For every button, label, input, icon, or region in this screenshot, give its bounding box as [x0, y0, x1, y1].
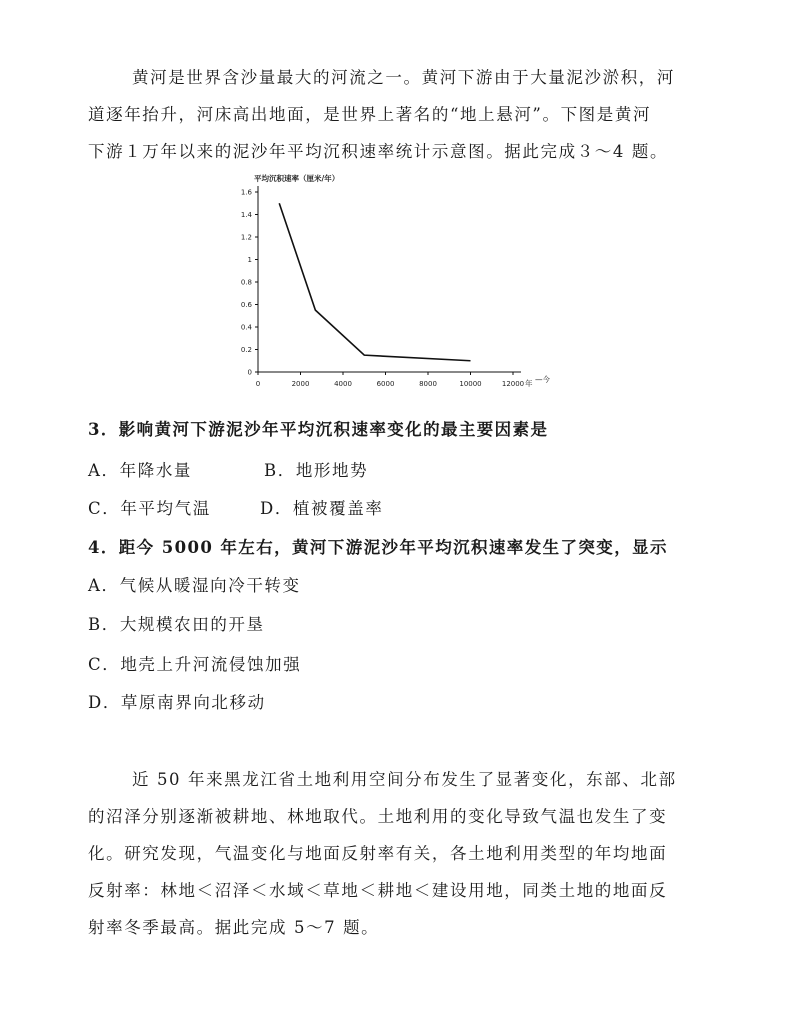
intro1-line-2: 道逐年抬升，河床高出地面，是世界上著名的“地上悬河”。下图是黄河: [88, 105, 652, 124]
question-3-stem: 3．影响黄河下游泥沙年平均沉积速率变化的最主要因素是: [88, 420, 549, 439]
q4-option-c: C．地壳上升河流侵蚀加强: [88, 655, 302, 674]
chart-y-axis-label: 平均沉积速率（厘米/年）: [254, 174, 340, 183]
chart-y-ticks: [241, 189, 258, 377]
x-tick-label: 10000: [459, 380, 482, 388]
y-tick-label: 1: [247, 256, 252, 264]
q3-option-a: A．年降水量: [88, 461, 193, 480]
q3-option-d: D．植被覆盖率: [260, 499, 384, 518]
x-tick-label: 6000: [376, 380, 395, 388]
y-tick-label: 0.6: [240, 301, 252, 309]
chart-x-axis-label: 年: [525, 379, 533, 388]
y-tick-label: 1.4: [240, 211, 252, 219]
chart-axes: [258, 186, 521, 372]
q3-option-c: C．年平均气温: [88, 499, 211, 518]
chart-series-line: [279, 203, 470, 361]
y-tick-label: 0.2: [240, 346, 252, 354]
y-tick-label: 0.4: [240, 323, 252, 332]
q4-option-a: A．气候从暖湿向冷干转变: [88, 576, 301, 595]
x-tick-label: 12000: [501, 380, 525, 388]
intro1-line-1: 黄河是世界含沙量最大的河流之一。黄河下游由于大量泥沙淤积，河: [132, 68, 675, 87]
q3-option-b: B．地形地势: [264, 461, 369, 480]
intro2-line-1: 近 50 年来黑龙江省土地利用空间分布发生了显著变化，东部、北部: [132, 770, 677, 789]
y-tick-label: 0: [247, 368, 252, 377]
chart-x-ticks: [256, 372, 524, 388]
intro2-line-5: 射率冬季最高。据此完成 5～7 题。: [88, 918, 380, 937]
x-tick-label: 4000: [334, 380, 352, 388]
q4-option-d: D．草原南界向北移动: [88, 693, 266, 712]
x-tick-label: 0: [255, 380, 261, 388]
q4-option-b: B．大规模农田的开垦: [88, 615, 265, 634]
x-tick-label: 2000: [291, 380, 310, 388]
intro-paragraph-1: [88, 64, 710, 174]
intro2-line-3: 化。研究发现，气温变化与地面反射率有关，各土地利用类型的年均地面: [88, 844, 668, 863]
chart-x-axis-suffix: —今: [535, 375, 550, 384]
sediment-rate-chart: [240, 168, 570, 390]
question-4-stem: 4．距今 5000 年左右，黄河下游泥沙年平均沉积速率发生了突变，显示: [88, 538, 668, 557]
intro-paragraph-2: [88, 766, 710, 956]
x-tick-label: 8000: [419, 380, 437, 388]
intro2-line-2: 的沼泽分别逐渐被耕地、林地取代。土地利用的变化导致气温也发生了变: [88, 807, 668, 826]
y-tick-label: 1.2: [240, 233, 252, 242]
y-tick-label: 0.8: [240, 278, 252, 287]
intro2-line-4: 反射率：林地＜沼泽＜水域＜草地＜耕地＜建设用地，同类土地的地面反: [88, 881, 668, 900]
y-tick-label: 1.6: [240, 188, 252, 197]
intro1-line-3: 下游１万年以来的泥沙年平均沉积速率统计示意图。据此完成３～4 题。: [88, 142, 669, 161]
